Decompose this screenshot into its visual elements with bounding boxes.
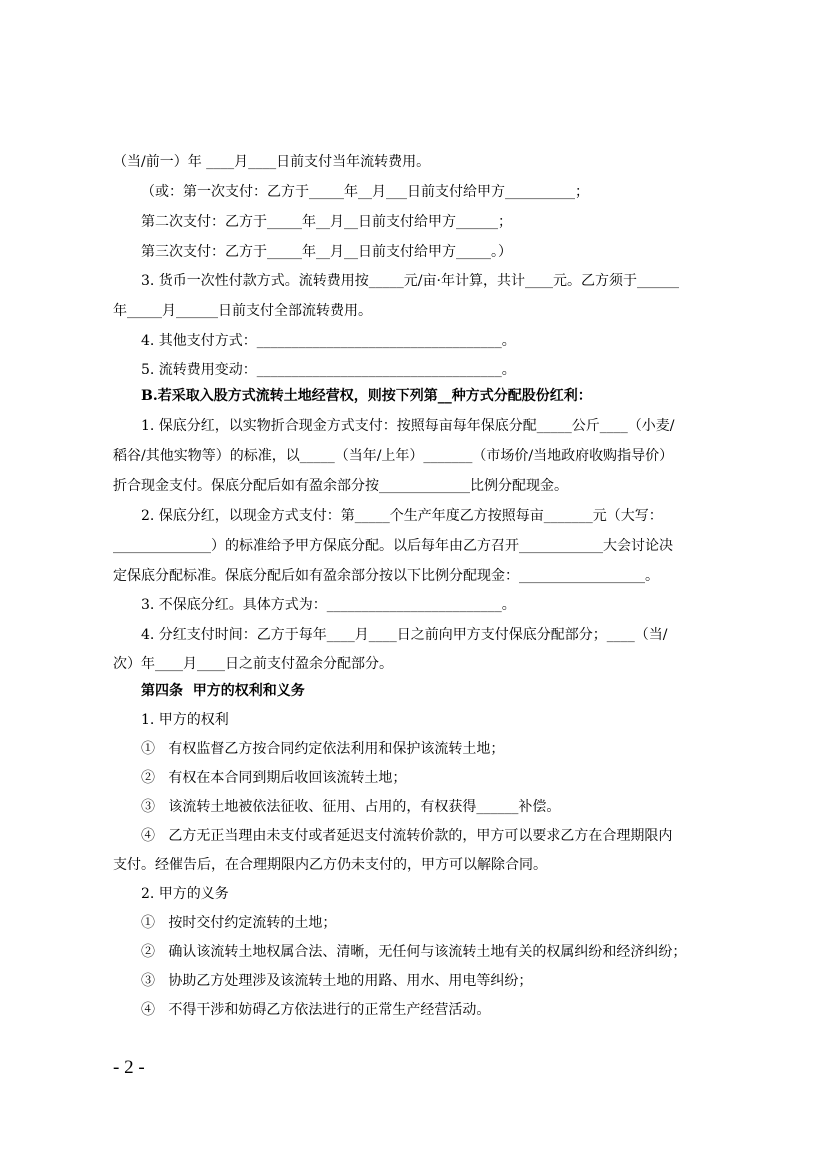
text-line: （当/前一）年 ____月____日前支付当年流转费用。 [113, 154, 431, 170]
text-line: 年_____月______日前支付全部流转费用。 [113, 303, 372, 319]
list-item: ② 确认该流转土地权属合法、清晰，无任何与该流转土地有关的权属纠纷和经济纠纷； [141, 944, 687, 960]
text-line: ______________）的标准给予甲方保底分配。以后每年由乙方召开____________大会讨论决 [113, 538, 673, 554]
text-line: 定保底分配标准。保底分配后如有盈余部分按以下比例分配现金：__________________。 [113, 568, 659, 584]
page-number: - 2 - [113, 1057, 145, 1078]
list-item: ④ 乙方无正当理由未支付或者延迟支付流转价款的，甲方可以要求乙方在合理期限内 [141, 828, 673, 844]
text-line: 3. 不保底分红。具体方式为：_________________________。 [141, 597, 516, 613]
text-line: 稻谷/其他实物等）的标准，以_____（当年/上年）_______（市场价/当地政府收购指导价） [113, 448, 674, 464]
list-item: ④ 不得干涉和妨碍乙方依法进行的正常生产经营活动。 [141, 1002, 491, 1018]
text-line: 2. 甲方的义务 [141, 886, 229, 902]
text-line: 1. 保底分红，以实物折合现金方式支付：按照每亩每年保底分配_____公斤____（小麦/ [141, 418, 675, 434]
list-item: ③ 该流转土地被依法征收、征用、占用的，有权获得______补偿。 [141, 799, 561, 815]
text-line: 4. 分红支付时间：乙方于每年____月____日之前向甲方支付保底分配部分；____（当/ [141, 627, 668, 643]
list-item: ② 有权在本合同到期后收回该流转土地； [141, 770, 407, 786]
text-line: 3. 货币一次性付款方式。流转费用按_____元/亩·年计算，共计____元。乙方须于______ [141, 273, 679, 289]
article-heading: 第四条 甲方的权利和义务 [141, 683, 305, 699]
text-line: 支付。经催告后，在合理期限内乙方仍未支付的，甲方可以解除合同。 [113, 857, 547, 873]
list-item: ① 按时交付约定流转的土地； [141, 915, 337, 931]
text-line: 5. 流转费用变动：___________________________________。 [141, 362, 516, 378]
text-line: 第二次支付：乙方于_____年__月__日前支付给甲方______； [141, 214, 512, 230]
text-line: 1. 甲方的权利 [141, 712, 229, 728]
text-line: 折合现金支付。保底分配后如有盈余部分按_____________比例分配现金。 [113, 478, 568, 494]
text-line: 4. 其他支付方式：___________________________________。 [141, 333, 516, 349]
text-line: 第三次支付：乙方于_____年__月__日前支付给甲方_____。） [141, 244, 512, 260]
list-item: ① 有权监督乙方按合同约定依法利用和保护该流转土地； [141, 741, 505, 757]
text-line: （或：第一次支付：乙方于_____年__月___日前支付给甲方__________； [141, 184, 589, 200]
text-line: 2. 保底分红，以现金方式支付：第_____个生产年度乙方按照每亩_______元（大写： [141, 508, 663, 524]
section-heading: B.若采取入股方式流转土地经营权，则按下列第__种方式分配股份红利： [141, 388, 592, 404]
list-item: ③ 协助乙方处理涉及该流转土地的用路、用水、用电等纠纷； [141, 973, 533, 989]
text-line: 次）年____月____日之前支付盈余分配部分。 [113, 656, 393, 672]
